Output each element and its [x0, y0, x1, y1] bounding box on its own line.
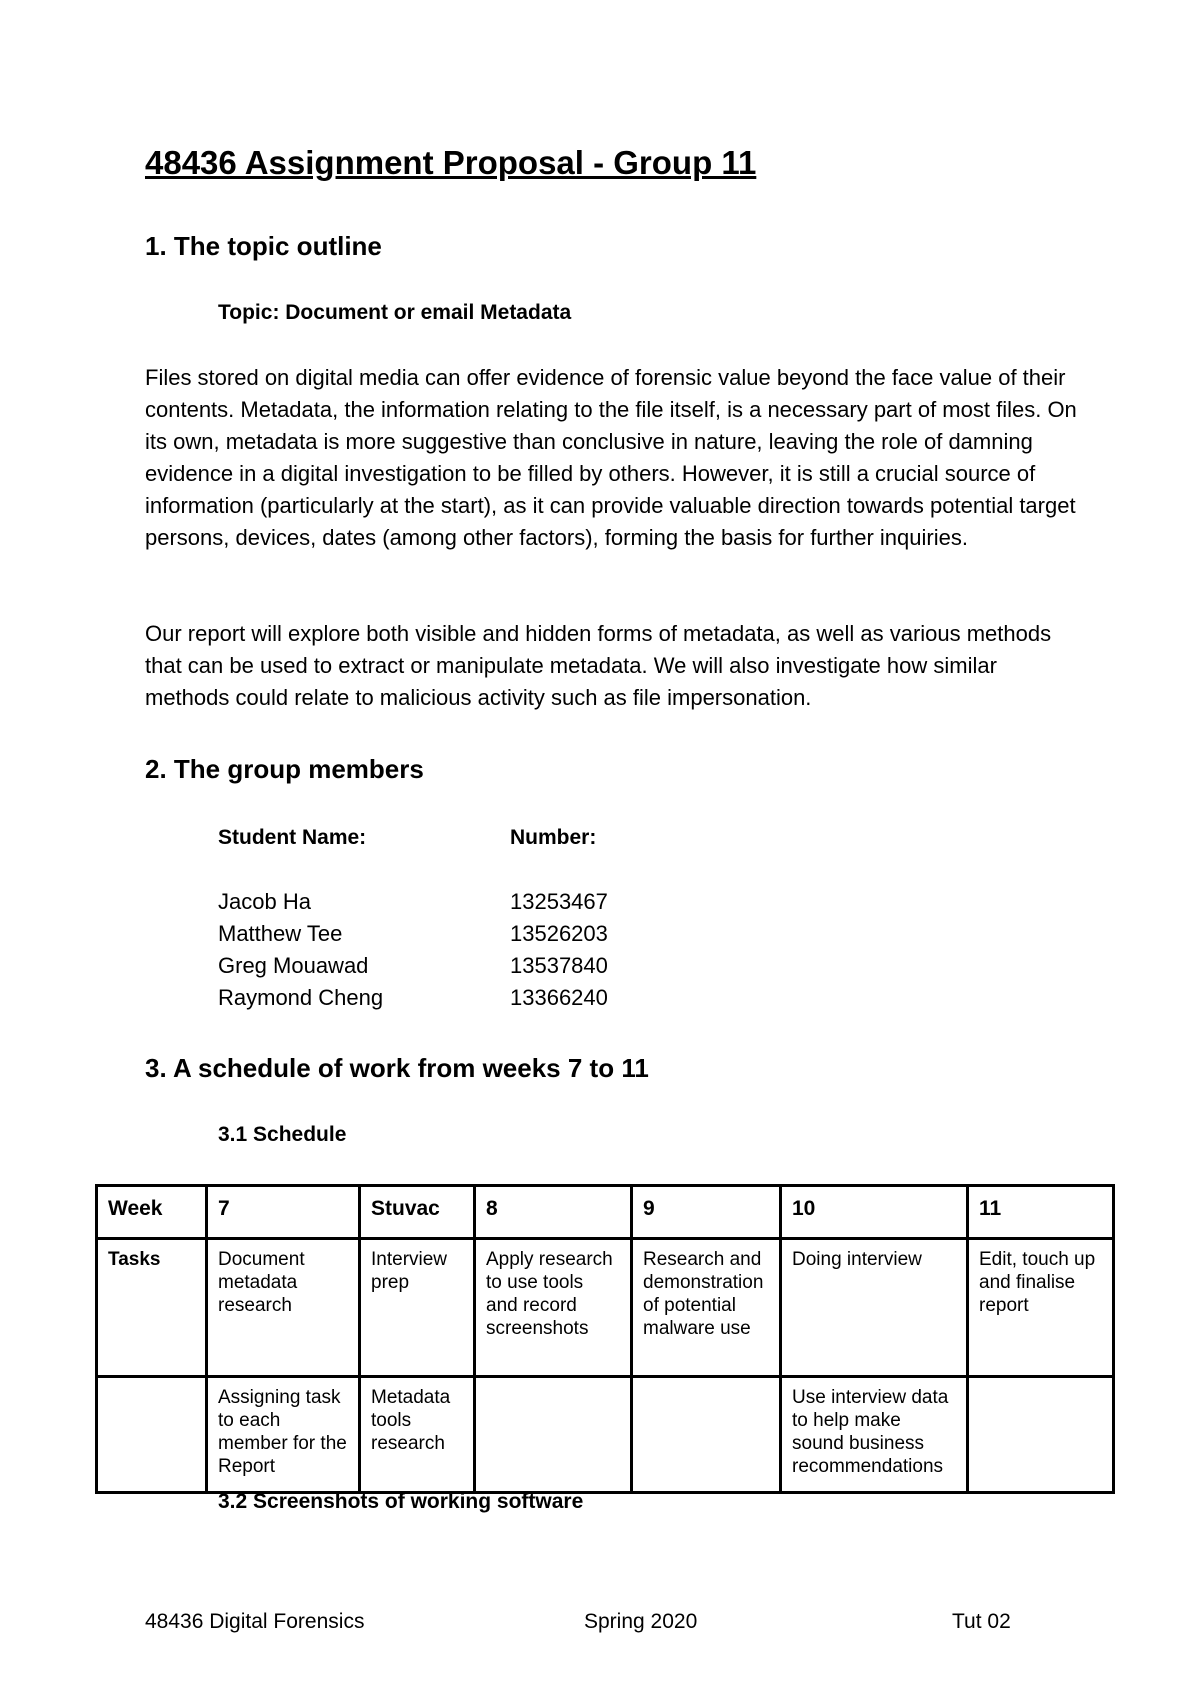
member-name: Jacob Ha [218, 889, 311, 914]
schedule-subheading: 3.1 Schedule [218, 1123, 347, 1146]
member-row [218, 918, 608, 950]
week-7-cell: 7 [207, 1186, 360, 1239]
task-cell [968, 1377, 1114, 1493]
week-11-cell: 11 [968, 1186, 1114, 1239]
member-number: 13366240 [510, 985, 608, 1010]
empty-label-cell [97, 1377, 207, 1493]
member-name: Matthew Tee [218, 921, 343, 946]
task-cell [475, 1377, 632, 1493]
topic-label: Topic: Document or email Metadata [218, 301, 572, 324]
week-9-cell: 9 [632, 1186, 781, 1239]
member-name: Raymond Cheng [218, 985, 384, 1010]
members-header [218, 822, 608, 854]
member-row [218, 982, 608, 1014]
schedule-row [97, 1239, 1114, 1377]
tasks-label-cell: Tasks [97, 1239, 207, 1377]
member-number: 13526203 [510, 921, 608, 946]
task-cell: Apply research to use tools and record screenshots [475, 1239, 632, 1377]
footer-term: Spring 2020 [584, 1610, 698, 1633]
schedule-row [97, 1377, 1114, 1493]
week-10-cell: 10 [781, 1186, 968, 1239]
section-2-heading: 2. The group members [145, 754, 424, 784]
schedule-header-row [97, 1186, 1114, 1239]
members-list [218, 822, 608, 1014]
page-title: 48436 Assignment Proposal - Group 11 [145, 144, 757, 181]
task-cell [632, 1377, 781, 1493]
task-cell: Edit, touch up and finalise report [968, 1239, 1114, 1377]
member-number: 13253467 [510, 889, 608, 914]
footer-course: 48436 Digital Forensics [145, 1610, 365, 1633]
week-8-cell: 8 [475, 1186, 632, 1239]
member-row [218, 950, 608, 982]
topic-paragraph-1: Files stored on digital media can offer evidence of forensic value beyond the face value of their contents. Metadata, the information relating to the file itself, is a necessary part of most files. On its own, metadata is more suggestive than conclusive in nature, leaving the role of damning evidence in a digital investigation to be filled by others. However, it is still a crucial source of information (particularly at the start), as it can provide valuable direction towards potential target persons, devices, dates (among other factors), forming the basis for further inquiries. [145, 365, 1077, 550]
screenshots-subheading: 3.2 Screenshots of working software [218, 1490, 584, 1513]
topic-paragraph-2: Our report will explore both visible and hidden forms of metadata, as well as various methods that can be used to extract or manipulate metadata. We will also investigate how similar methods could relate to malicious activity such as file impersonation. [145, 621, 1052, 710]
member-row [218, 886, 608, 918]
schedule-table [95, 1184, 1115, 1494]
task-cell: Document metadata research [207, 1239, 360, 1377]
section-1-heading: 1. The topic outline [145, 231, 382, 261]
section-3-heading: 3. A schedule of work from weeks 7 to 11 [145, 1053, 649, 1083]
task-cell: Use interview data to help make sound business recommendations [781, 1377, 968, 1493]
number-header: Number: [510, 826, 597, 849]
student-name-header: Student Name: [218, 826, 367, 849]
task-cell: Metadata tools research [360, 1377, 475, 1493]
task-cell: Doing interview [781, 1239, 968, 1377]
stuvac-cell: Stuvac [360, 1186, 475, 1239]
task-cell: Research and demonstration of potential malware use [632, 1239, 781, 1377]
week-header-cell: Week [97, 1186, 207, 1239]
task-cell: Interview prep [360, 1239, 475, 1377]
footer-tutorial: Tut 02 [952, 1610, 1011, 1633]
member-name: Greg Mouawad [218, 953, 369, 978]
member-number: 13537840 [510, 953, 608, 978]
task-cell: Assigning task to each member for the Report [207, 1377, 360, 1493]
